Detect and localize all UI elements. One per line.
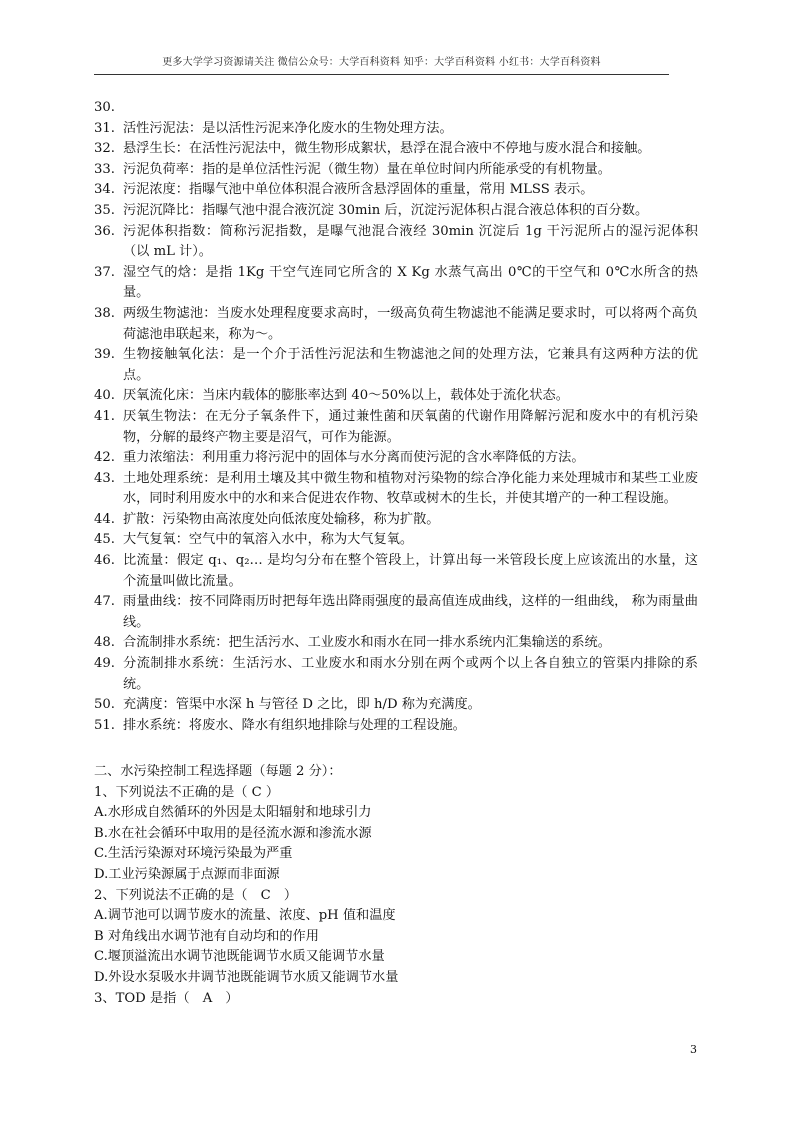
definition-item (94, 222, 698, 263)
question-stem: 1、下列说法不正确的是（ C ） (94, 784, 280, 800)
definition-number: 48. (94, 635, 115, 651)
choice-section (94, 762, 698, 1009)
definition-text: 厌氧生物法：在无分子氧条件下，通过兼性菌和厌氧菌的代谢作用降解污泥和废水中的有机污染物，分解的最终产物主要是沼气，可作为能源。 (123, 408, 698, 445)
definition-text: 分流制排水系统：生活污水、工业废水和雨水分别在两个或两个以上各自独立的管渠内排除的系统。 (123, 656, 698, 692)
definition-text: 排水系统：将废水、降水有组织地排除与处理的工程设施。 (123, 717, 466, 733)
definition-text: 污泥体积指数：简称污泥指数，是曝气池混合液经 30min 沉淀后 1g 干污泥所占的湿污泥体积（以 mL 计）。 (123, 223, 698, 260)
definition-item (94, 407, 698, 448)
definition-number: 46. (94, 553, 115, 569)
question-option: A.水形成自然循环的外因是太阳辐射和地球引力 (94, 805, 372, 821)
definition-item (94, 304, 698, 345)
definition-text: 污泥浓度：指曝气池中单位体积混合液所含悬浮固体的重量，常用 MLSS 表示。 (123, 182, 594, 198)
definition-number: 30. (94, 100, 115, 115)
definition-text: 湿空气的焓：是指 1Kg 干空气连同它所含的 X Kg 水蒸气高出 0℃的干空气和 0℃水所含的热量。 (123, 264, 698, 301)
definition-number: 36. (94, 223, 115, 239)
definition-text: 大气复氧：空气中的氧溶入水中，称为大气复氧。 (123, 532, 414, 548)
definitions-list (94, 98, 698, 736)
definition-text: 污泥负荷率：指的是单位活性污泥（微生物）量在单位时间内所能承受的有机物量。 (123, 161, 611, 177)
definition-text: 厌氧流化床：当床内载体的膨胀率达到 40～50%以上，载体处于流化状态。 (123, 388, 569, 404)
question-option: C.堰顶溢流出水调节池既能调节水质又能调节水量 (94, 949, 385, 965)
questions-list (94, 783, 698, 1010)
definition-number: 33. (94, 161, 115, 177)
page-number: 3 (690, 1043, 697, 1056)
definition-number: 32. (94, 141, 115, 157)
definition-item (94, 448, 698, 469)
definition-number: 38. (94, 305, 115, 321)
definition-item (94, 119, 698, 140)
definition-item (94, 469, 698, 510)
definition-item (94, 160, 698, 181)
definition-text: 污泥沉降比：指曝气池中混合液沉淀 30min 后，沉淀污泥体积占混合液总体积的百分数。 (123, 202, 649, 218)
header-rule (94, 74, 669, 75)
definition-item (94, 139, 698, 160)
definition-number: 41. (94, 408, 115, 424)
definition-item (94, 592, 698, 633)
definition-item (94, 695, 698, 716)
definition-number: 50. (94, 697, 115, 713)
definition-number: 43. (94, 470, 115, 486)
definition-item (94, 510, 698, 531)
definition-number: 47. (94, 594, 115, 610)
definition-item (94, 263, 698, 304)
definition-number: 39. (94, 347, 115, 363)
definition-text: 合流制排水系统：把生活污水、工业废水和雨水在同一排水系统内汇集输送的系统。 (123, 635, 611, 651)
definition-number: 45. (94, 532, 115, 548)
page-header: 更多大学学习资源请关注 微信公众号：大学百科资料 知乎：大学百科资料 小红书：大学百科资料 (162, 57, 601, 68)
definition-number: 37. (94, 264, 115, 280)
definition-number: 42. (94, 450, 115, 466)
definition-text: 充满度：管渠中水深 h 与管径 D 之比，即 h/D 称为充满度。 (123, 697, 481, 713)
definition-item (94, 716, 698, 737)
definition-text: 比流量：假定 q₁、q₂… 是均匀分布在整个管段上，计算出每一米管段长度上应该流出的水量，这个流量叫做比流量。 (123, 553, 698, 589)
definition-item (94, 386, 698, 407)
definition-item (94, 530, 698, 551)
definition-text: 扩散：污染物由高浓度处向低浓度处输移，称为扩散。 (123, 511, 440, 527)
definition-text: 重力浓缩法：利用重力将污泥中的固体与水分离而使污泥的含水率降低的方法。 (123, 450, 585, 466)
definition-item (94, 98, 698, 119)
definition-number: 31. (94, 120, 115, 136)
definition-number: 40. (94, 388, 115, 404)
definition-number: 49. (94, 656, 115, 672)
definition-text: 两级生物滤池：当废水处理程度要求高时，一级高负荷生物滤池不能满足要求时，可以将两个高负荷滤池串联起来，称为～。 (123, 305, 698, 342)
definition-number: 51. (94, 717, 115, 733)
definition-text (123, 98, 698, 119)
definition-item (94, 551, 698, 592)
definition-item (94, 201, 698, 222)
question-option: D.工业污染源属于点源而非面源 (94, 866, 280, 882)
definition-text: 雨量曲线：按不同降雨历时把每年选出降雨强度的最高值连成曲线，这样的一组曲线， 称为雨量曲线。 (123, 594, 698, 630)
question-option: C.生活污染源对环境污染最为严重 (94, 846, 293, 862)
definition-text: 土地处理系统：是利用土壤及其中微生物和植物对污染物的综合净化能力来处理城市和某些工业废水，同时利用废水中的水和来合促进农作物、牧草或树木的生长，并使其增产的一种工程设施。 (123, 470, 698, 507)
definition-text: 活性污泥法：是以活性污泥来净化废水的生物处理方法。 (123, 120, 453, 136)
definition-number: 44. (94, 511, 115, 527)
definition-text: 生物接触氧化法：是一个介于活性污泥法和生物滤池之间的处理方法，它兼具有这两种方法的优点。 (123, 347, 698, 383)
question-option: B 对角线出水调节池有自动均和的作用 (94, 928, 319, 944)
definition-item (94, 345, 698, 386)
definition-number: 34. (94, 182, 115, 198)
definition-item (94, 180, 698, 201)
definition-item (94, 633, 698, 654)
section-title: 二、水污染控制工程选择题（每题 2 分）： (94, 764, 342, 779)
question-stem: 3、TOD 是指（ A ） (94, 990, 239, 1006)
definition-item (94, 654, 698, 695)
question-option: D.外设水泵吸水井调节池既能调节水质又能调节水量 (94, 969, 399, 985)
definition-number: 35. (94, 202, 115, 218)
question-stem: 2、下列说法不正确的是（ C ） (94, 887, 298, 903)
question-option: A.调节池可以调节废水的流量、浓度、pH 值和温度 (94, 908, 396, 924)
question-option: B.水在社会循环中取用的是径流水源和渗流水源 (94, 825, 372, 841)
definition-text: 悬浮生长：在活性污泥法中，微生物形成絮状，悬浮在混合液中不停地与废水混合和接触。 (123, 141, 651, 157)
